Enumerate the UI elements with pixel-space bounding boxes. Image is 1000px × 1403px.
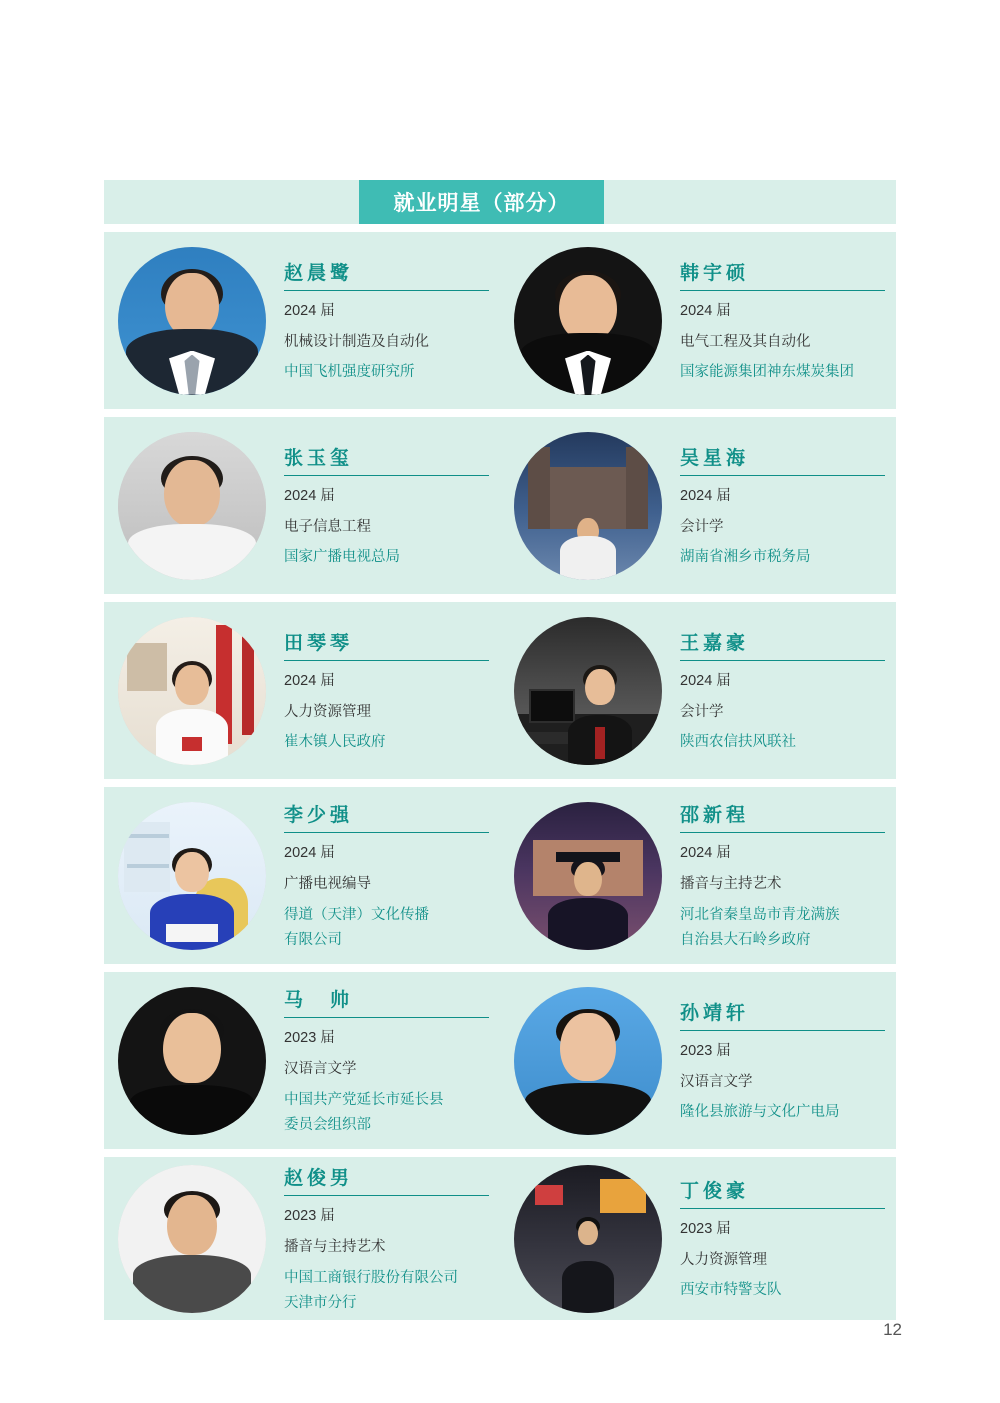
- avatar: [514, 432, 662, 580]
- student-card: [500, 1157, 896, 1320]
- student-year: 2024 届: [680, 845, 731, 862]
- student-year: 2023 届: [680, 1221, 731, 1238]
- student-year: 2024 届: [284, 488, 335, 505]
- student-major: 人力资源管理: [284, 703, 371, 720]
- section-banner: [104, 180, 896, 224]
- student-employer: 国家广播电视总局: [284, 549, 400, 566]
- student-employer: 湖南省湘乡市税务局: [680, 549, 811, 566]
- student-employer: 中国飞机强度研究所: [284, 364, 415, 381]
- student-major: 会计学: [680, 703, 724, 720]
- student-name: 吴星海: [680, 443, 885, 476]
- student-row: [104, 972, 896, 1149]
- student-info: [680, 1176, 897, 1301]
- student-employer-line2: 自治县大石岭乡政府: [680, 932, 811, 949]
- photo-scene-street: [514, 1165, 662, 1313]
- student-card: [104, 417, 500, 594]
- avatar: [514, 617, 662, 765]
- student-year: 2024 届: [680, 303, 731, 320]
- student-info: [680, 800, 897, 950]
- student-info: [284, 800, 501, 950]
- student-name: 丁俊豪: [680, 1176, 885, 1209]
- photo-portrait-black-bg: [118, 987, 266, 1135]
- avatar: [118, 802, 266, 950]
- student-employer: 隆化县旅游与文化广电局: [680, 1104, 840, 1121]
- student-employer-line2: 委员会组织部: [284, 1117, 371, 1134]
- student-year: 2024 届: [284, 845, 335, 862]
- student-employer: 崔木镇人民政府: [284, 734, 386, 751]
- student-major: 广播电视编导: [284, 875, 371, 892]
- student-card: [104, 1157, 500, 1320]
- student-info: [680, 443, 897, 568]
- avatar: [118, 247, 266, 395]
- student-employer: 陕西农信扶风联社: [680, 734, 796, 751]
- student-row: [104, 1157, 896, 1320]
- student-employer: 国家能源集团神东煤炭集团: [680, 364, 854, 381]
- photo-portrait-blue-bg: [514, 987, 662, 1135]
- photo-portrait-suit-dark: [514, 247, 662, 395]
- student-employer: 中国共产党延长市延长县: [284, 1091, 444, 1108]
- section-title-tab: [359, 180, 604, 224]
- student-year: 2023 届: [284, 1208, 335, 1225]
- student-major: 汉语言文学: [680, 1073, 753, 1090]
- student-info: [284, 1163, 501, 1313]
- student-year: 2024 届: [680, 488, 731, 505]
- student-employer: 得道（天津）文化传播: [284, 906, 429, 923]
- student-row: [104, 787, 896, 964]
- photo-scene-museum: [118, 617, 266, 765]
- photo-portrait-casual-grey: [118, 1165, 266, 1313]
- student-name: 马 帅: [284, 985, 489, 1018]
- photo-scene-studio: [118, 802, 266, 950]
- student-name: 张玉玺: [284, 443, 489, 476]
- student-name: 赵晨鹭: [284, 258, 489, 291]
- student-employer: 西安市特警支队: [680, 1282, 782, 1299]
- student-major: 会计学: [680, 518, 724, 535]
- student-name: 王嘉豪: [680, 628, 885, 661]
- student-employer-line2: 天津市分行: [284, 1295, 357, 1312]
- student-card: [500, 417, 896, 594]
- student-card: [104, 602, 500, 779]
- student-employer-line2: 有限公司: [284, 932, 342, 949]
- photo-scene-castle: [514, 432, 662, 580]
- student-name: 韩宇硕: [680, 258, 885, 291]
- student-list: [104, 232, 896, 1328]
- student-year: 2023 届: [284, 1030, 335, 1047]
- student-name: 邵新程: [680, 800, 885, 833]
- student-card: [500, 972, 896, 1149]
- page-number: 12: [883, 1320, 902, 1339]
- photo-scene-graduation: [514, 802, 662, 950]
- student-info: [284, 443, 501, 568]
- avatar: [118, 432, 266, 580]
- avatar: [514, 802, 662, 950]
- page-title: 就业明星（部分）: [393, 192, 570, 215]
- student-year: 2024 届: [284, 303, 335, 320]
- student-info: [284, 258, 501, 383]
- student-info: [680, 258, 897, 383]
- student-major: 电子信息工程: [284, 518, 371, 535]
- photo-portrait-tshirt-grey: [118, 432, 266, 580]
- student-row: [104, 602, 896, 779]
- photo-scene-office: [514, 617, 662, 765]
- student-row: [104, 232, 896, 409]
- avatar: [118, 1165, 266, 1313]
- student-card: [104, 972, 500, 1149]
- student-year: 2024 届: [284, 673, 335, 690]
- student-card: [500, 602, 896, 779]
- avatar: [118, 987, 266, 1135]
- student-year: 2024 届: [680, 673, 731, 690]
- avatar: [514, 1165, 662, 1313]
- student-major: 人力资源管理: [680, 1251, 767, 1268]
- student-card: [500, 232, 896, 409]
- avatar: [118, 617, 266, 765]
- photo-portrait-suit-blue: [118, 247, 266, 395]
- student-info: [284, 985, 501, 1135]
- student-major: 汉语言文学: [284, 1060, 357, 1077]
- student-employer: 中国工商银行股份有限公司: [284, 1269, 458, 1286]
- student-info: [284, 628, 501, 753]
- student-name: 田琴琴: [284, 628, 489, 661]
- student-card: [104, 232, 500, 409]
- student-major: 播音与主持艺术: [284, 1238, 386, 1255]
- student-info: [680, 628, 897, 753]
- student-major: 播音与主持艺术: [680, 875, 782, 892]
- student-major: 机械设计制造及自动化: [284, 333, 429, 350]
- student-row: [104, 417, 896, 594]
- student-employer: 河北省秦皇岛市青龙满族: [680, 906, 840, 923]
- student-name: 孙靖轩: [680, 998, 885, 1031]
- student-card: [104, 787, 500, 964]
- student-info: [680, 998, 897, 1123]
- student-name: 李少强: [284, 800, 489, 833]
- avatar: [514, 247, 662, 395]
- student-major: 电气工程及其自动化: [680, 333, 811, 350]
- student-card: [500, 787, 896, 964]
- avatar: [514, 987, 662, 1135]
- student-year: 2023 届: [680, 1043, 731, 1060]
- student-name: 赵俊男: [284, 1163, 489, 1196]
